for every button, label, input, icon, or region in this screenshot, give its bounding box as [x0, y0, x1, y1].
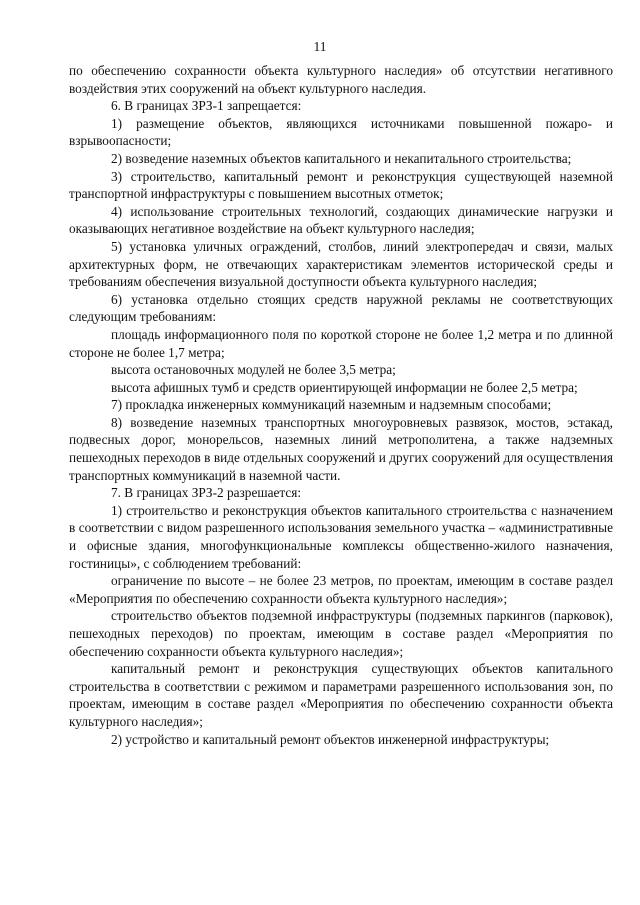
paragraph: 2) возведение наземных объектов капитального и некапитального строительства;	[111, 150, 572, 166]
paragraph: 3) строительство, капитальный ремонт и реконструкция существующей наземной транспортной инфраструктуры с повышением высотных отметок;	[69, 168, 613, 202]
paragraph: 5) установка уличных ограждений, столбов, линий электропередач и связи, малых архитектурных форм, не отвечающих характеристикам элементов исторической среды и требованиям обеспечения визуальной доступности объекта культурного наследия;	[69, 238, 613, 290]
paragraph: 2) устройство и капитальный ремонт объектов инженерной инфраструктуры;	[111, 731, 550, 747]
paragraph: 1) строительство и реконструкция объектов капитального строительства с назначением в соответствии с видом разрешенного использования земельного участка – «административные и офисные здания, многофункциональные комплексы общественно-жилого назначения, гостиницы», с соблюдением требований:	[69, 502, 613, 571]
paragraph: 6) установка отдельно стоящих средств наружной рекламы не соответствующих следующим требованиям:	[69, 291, 613, 325]
paragraph: высота остановочных модулей не более 3,5 метра;	[111, 362, 396, 378]
paragraph: капитальный ремонт и реконструкция существующих объектов капитального строительства в соответствии с режимом и параметрами разрешенного использования зон, по проектам, имеющим в составе раздел «Мероприятия по обеспечению сохранности объекта культурного наследия»;	[69, 661, 613, 729]
paragraph: высота афишных тумб и средств ориентирующей информации не более 2,5 метра;	[111, 379, 578, 395]
paragraph: 1) размещение объектов, являющихся источниками повышенной пожаро- и взрывоопасности;	[69, 115, 613, 149]
document-body	[69, 62, 613, 748]
paragraph: площадь информационного поля по короткой стороне не более 1,2 метра и по длинной стороне не более 1,7 метра;	[69, 326, 613, 360]
paragraph: строительство объектов подземной инфраструктуры (подземных паркингов (парковок), пешеходных переходов) по проектам, имеющим в составе раздел «Мероприятия по обеспечению сохранности объекта культурного наследия»;	[69, 608, 613, 659]
paragraph: ограничение по высоте – не более 23 метров, по проектам, имеющим в составе раздел «Мероприятия по обеспечению сохранности объекта культурного наследия»;	[69, 573, 613, 606]
paragraph: 8) возведение наземных транспортных многоуровневых развязок, мостов, эстакад, подвесных дорог, монорельсов, наземных линий метрополитена, а также надземных пешеходных переходов в виде отдельных сооружений и других сооружений для осуществления транспортных коммуникаций в наземной части.	[69, 414, 613, 483]
paragraph: 6. В границах ЗРЗ-1 запрещается:	[111, 98, 302, 114]
paragraph: 7. В границах ЗРЗ-2 разрешается:	[111, 485, 302, 501]
paragraph: 4) использование строительных технологий, создающих динамические нагрузки и оказывающих негативное воздействие на объект культурного наследия;	[69, 203, 613, 237]
paragraph: 7) прокладка инженерных коммуникаций наземным и надземным способами;	[111, 397, 552, 413]
page-number: 11	[313, 39, 327, 54]
paragraph: по обеспечению сохранности объекта культурного наследия» об отсутствии негативного воздействия этих сооружений на объект культурного наследия.	[69, 63, 613, 96]
